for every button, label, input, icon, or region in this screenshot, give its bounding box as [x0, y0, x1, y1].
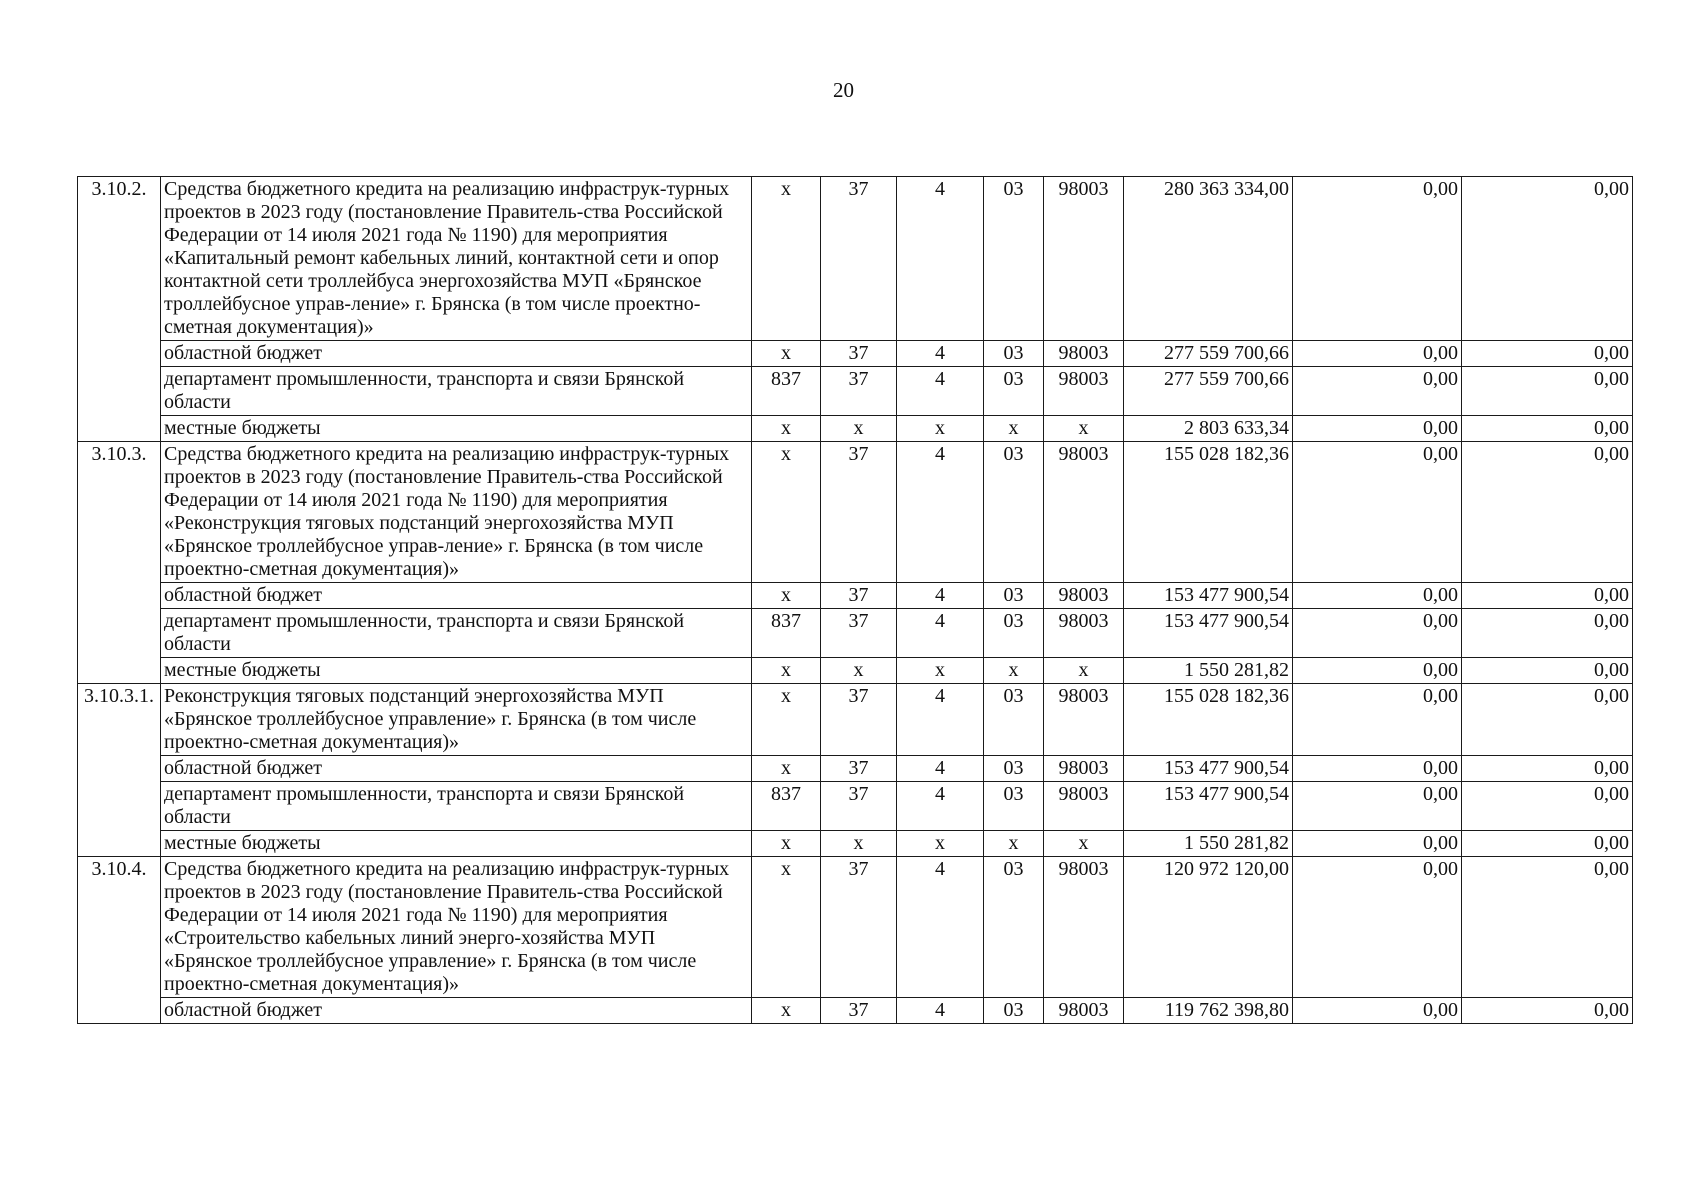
amount-2025: 0,00	[1462, 341, 1633, 367]
code-nr: х	[1044, 831, 1124, 857]
item-name: Средства бюджетного кредита на реализацию инфраструк-турных проектов в 2023 году (постановление Правитель-ства Российской Федерации от 14 июля 2021 года № 1190) для мероприятия «Капитальный ремонт кабельных линий, контактной сети и опор контактной сети троллейбуса энергохозяйства МУП «Брянское троллейбусное управ-ление» г. Брянска (в том числе проектно-сметная документация)»	[161, 177, 752, 341]
item-name: областной бюджет	[161, 583, 752, 609]
code-pgp: х	[897, 658, 984, 684]
code-gp: 37	[821, 857, 897, 998]
code-nr: 98003	[1044, 756, 1124, 782]
table-row	[78, 583, 1633, 609]
amount-2024: 0,00	[1293, 583, 1462, 609]
code-nr: х	[1044, 416, 1124, 442]
amount-2025: 0,00	[1462, 609, 1633, 658]
table-row	[78, 658, 1633, 684]
code-om: х	[984, 416, 1044, 442]
code-grbs: х	[752, 341, 821, 367]
item-name: Средства бюджетного кредита на реализацию инфраструк-турных проектов в 2023 году (постановление Правитель-ства Российской Федерации от 14 июля 2021 года № 1190) для мероприятия «Реконструкция тяговых подстанций энергохозяйства МУП «Брянское троллейбусное управ-ление» г. Брянска (в том числе проектно-сметная документация)»	[161, 442, 752, 583]
table-row	[78, 442, 1633, 583]
table-row	[78, 367, 1633, 416]
code-pgp: х	[897, 831, 984, 857]
amount-2023: 120 972 120,00	[1124, 857, 1293, 998]
code-gp: 37	[821, 998, 897, 1024]
code-gp: 37	[821, 177, 897, 341]
amount-2023: 153 477 900,54	[1124, 583, 1293, 609]
code-nr: 98003	[1044, 782, 1124, 831]
amount-2023: 2 803 633,34	[1124, 416, 1293, 442]
table-row	[78, 684, 1633, 756]
amount-2025: 0,00	[1462, 367, 1633, 416]
code-om: х	[984, 831, 1044, 857]
item-number: 3.10.2.	[78, 177, 161, 442]
code-pgp: 4	[897, 367, 984, 416]
amount-2025: 0,00	[1462, 998, 1633, 1024]
amount-2024: 0,00	[1293, 857, 1462, 998]
code-om: 03	[984, 177, 1044, 341]
item-name: местные бюджеты	[161, 416, 752, 442]
item-name: департамент промышленности, транспорта и связи Брянской области	[161, 367, 752, 416]
code-om: 03	[984, 583, 1044, 609]
code-om: 03	[984, 684, 1044, 756]
code-om: 03	[984, 609, 1044, 658]
amount-2025: 0,00	[1462, 756, 1633, 782]
code-gp: 37	[821, 756, 897, 782]
code-grbs: 837	[752, 609, 821, 658]
code-nr: х	[1044, 658, 1124, 684]
code-nr: 98003	[1044, 684, 1124, 756]
code-om: 03	[984, 782, 1044, 831]
amount-2024: 0,00	[1293, 684, 1462, 756]
code-grbs: х	[752, 831, 821, 857]
item-number: 3.10.3.	[78, 442, 161, 684]
amount-2025: 0,00	[1462, 857, 1633, 998]
code-gp: 37	[821, 782, 897, 831]
item-number: 3.10.3.1.	[78, 684, 161, 857]
code-grbs: х	[752, 684, 821, 756]
code-nr: 98003	[1044, 341, 1124, 367]
code-om: 03	[984, 367, 1044, 416]
code-pgp: 4	[897, 609, 984, 658]
amount-2025: 0,00	[1462, 583, 1633, 609]
item-name: департамент промышленности, транспорта и связи Брянской области	[161, 782, 752, 831]
table-row	[78, 341, 1633, 367]
page-number: 20	[833, 78, 854, 102]
code-om: 03	[984, 756, 1044, 782]
code-gp: 37	[821, 609, 897, 658]
item-name: областной бюджет	[161, 998, 752, 1024]
table-row	[78, 782, 1633, 831]
code-grbs: х	[752, 442, 821, 583]
code-grbs: х	[752, 998, 821, 1024]
code-pgp: 4	[897, 583, 984, 609]
code-pgp: 4	[897, 177, 984, 341]
code-pgp: 4	[897, 857, 984, 998]
code-gp: х	[821, 658, 897, 684]
table-row	[78, 756, 1633, 782]
code-gp: 37	[821, 367, 897, 416]
code-gp: х	[821, 416, 897, 442]
item-name: департамент промышленности, транспорта и связи Брянской области	[161, 609, 752, 658]
amount-2023: 280 363 334,00	[1124, 177, 1293, 341]
budget-table	[77, 176, 1633, 1024]
amount-2024: 0,00	[1293, 756, 1462, 782]
amount-2023: 153 477 900,54	[1124, 609, 1293, 658]
amount-2025: 0,00	[1462, 177, 1633, 341]
amount-2024: 0,00	[1293, 782, 1462, 831]
code-pgp: 4	[897, 998, 984, 1024]
amount-2024: 0,00	[1293, 609, 1462, 658]
amount-2024: 0,00	[1293, 367, 1462, 416]
code-nr: 98003	[1044, 583, 1124, 609]
table-row	[78, 998, 1633, 1024]
code-om: 03	[984, 857, 1044, 998]
amount-2025: 0,00	[1462, 782, 1633, 831]
table-row	[78, 609, 1633, 658]
item-name: областной бюджет	[161, 341, 752, 367]
amount-2023: 155 028 182,36	[1124, 442, 1293, 583]
amount-2025: 0,00	[1462, 831, 1633, 857]
amount-2025: 0,00	[1462, 442, 1633, 583]
table-row	[78, 831, 1633, 857]
amount-2024: 0,00	[1293, 831, 1462, 857]
item-name: Реконструкция тяговых подстанций энергохозяйства МУП «Брянское троллейбусное управление» г. Брянска (в том числе проектно-сметная документация)»	[161, 684, 752, 756]
code-om: 03	[984, 442, 1044, 583]
code-pgp: х	[897, 416, 984, 442]
code-pgp: 4	[897, 684, 984, 756]
amount-2024: 0,00	[1293, 442, 1462, 583]
amount-2023: 155 028 182,36	[1124, 684, 1293, 756]
item-name: областной бюджет	[161, 756, 752, 782]
amount-2025: 0,00	[1462, 416, 1633, 442]
amount-2023: 1 550 281,82	[1124, 831, 1293, 857]
code-grbs: х	[752, 177, 821, 341]
code-nr: 98003	[1044, 367, 1124, 416]
code-grbs: х	[752, 658, 821, 684]
code-pgp: 4	[897, 341, 984, 367]
item-name: местные бюджеты	[161, 831, 752, 857]
amount-2024: 0,00	[1293, 177, 1462, 341]
code-grbs: 837	[752, 782, 821, 831]
amount-2023: 153 477 900,54	[1124, 782, 1293, 831]
code-grbs: х	[752, 857, 821, 998]
code-grbs: х	[752, 416, 821, 442]
code-nr: 98003	[1044, 998, 1124, 1024]
code-nr: 98003	[1044, 177, 1124, 341]
amount-2025: 0,00	[1462, 658, 1633, 684]
code-nr: 98003	[1044, 857, 1124, 998]
code-grbs: х	[752, 583, 821, 609]
item-number: 3.10.4.	[78, 857, 161, 1024]
item-name: Средства бюджетного кредита на реализацию инфраструк-турных проектов в 2023 году (постановление Правитель-ства Российской Федерации от 14 июля 2021 года № 1190) для мероприятия «Строительство кабельных линий энерго-хозяйства МУП «Брянское троллейбусное управление» г. Брянска (в том числе проектно-сметная документация)»	[161, 857, 752, 998]
code-pgp: 4	[897, 442, 984, 583]
table-row	[78, 416, 1633, 442]
amount-2023: 1 550 281,82	[1124, 658, 1293, 684]
item-name: местные бюджеты	[161, 658, 752, 684]
code-grbs: 837	[752, 367, 821, 416]
amount-2024: 0,00	[1293, 416, 1462, 442]
code-om: 03	[984, 998, 1044, 1024]
code-gp: 37	[821, 684, 897, 756]
amount-2024: 0,00	[1293, 658, 1462, 684]
code-gp: 37	[821, 442, 897, 583]
table-row	[78, 857, 1633, 998]
amount-2024: 0,00	[1293, 998, 1462, 1024]
code-gp: 37	[821, 583, 897, 609]
amount-2023: 119 762 398,80	[1124, 998, 1293, 1024]
amount-2023: 277 559 700,66	[1124, 341, 1293, 367]
code-gp: х	[821, 831, 897, 857]
code-gp: 37	[821, 341, 897, 367]
amount-2023: 277 559 700,66	[1124, 367, 1293, 416]
code-grbs: х	[752, 756, 821, 782]
table-row	[78, 177, 1633, 341]
code-om: х	[984, 658, 1044, 684]
code-nr: 98003	[1044, 442, 1124, 583]
code-pgp: 4	[897, 756, 984, 782]
amount-2025: 0,00	[1462, 684, 1633, 756]
code-om: 03	[984, 341, 1044, 367]
code-nr: 98003	[1044, 609, 1124, 658]
amount-2023: 153 477 900,54	[1124, 756, 1293, 782]
code-pgp: 4	[897, 782, 984, 831]
amount-2024: 0,00	[1293, 341, 1462, 367]
